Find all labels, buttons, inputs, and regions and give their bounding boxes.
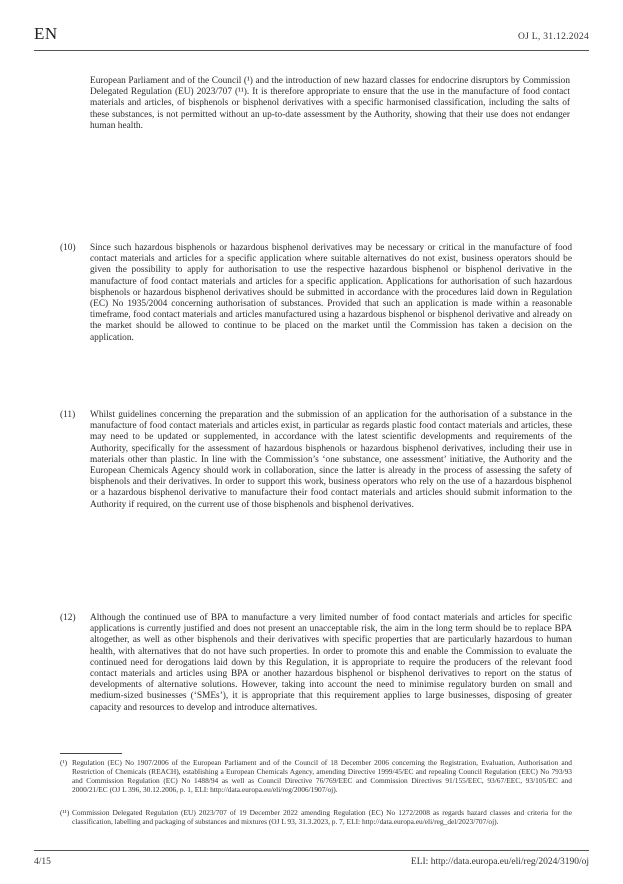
recital-number: (10): [60, 243, 76, 253]
journal-reference: OJ L, 31.12.2024: [517, 32, 589, 42]
recital-number: (12): [60, 613, 76, 623]
intro-paragraph: European Parliament and of the Council (¹) and the introduction of new hazard classes for endocrine disruptors by Commission Delegated Regulation (EU) 2023/707 (¹¹). It is therefore appropriate to ensure that the use in the manufacture of food contact materials and articles, of bisphenols or bisphenol derivatives with a specific harmonised classification, including the salts of these substances, is not permitted without an up-to-date assessment by the Authority, showing that their use does not endanger human health.: [90, 76, 570, 131]
footnote-text: Regulation (EC) No 1907/2006 of the European Parliament and of the Council of 18 December 2006 concerning the Registration, Evaluation, Authorisation and Restriction of Chemicals (REACH), establishing a European Chemicals Agency, amending Directive 1999/45/EC and repealing Council Regulation (EEC) No 793/93 and Commission Regulation (EC) No 1488/94 as well as Council Directive 76/769/EEC and Commission Directives 91/155/EEC, 93/67/EEC, 93/105/EC and 2000/21/EC (OJ L 396, 30.12.2006, p. 1, ELI: http://data.europa.eu/eli/reg/2006/1907/oj).: [72, 758, 572, 794]
language-code: EN: [34, 24, 58, 43]
footnote-mark: (¹¹): [60, 808, 70, 817]
header-divider: [34, 50, 589, 51]
footnote-text: Commission Delegated Regulation (EU) 2023/707 of 19 December 2022 amending Regulation (EC) No 1272/2008 as regards hazard classes and criteria for the classification, labelling and packaging of substances and mixtures (OJ L 93, 31.3.2023, p. 7, ELI: http://data.europa.eu/eli/reg_del/2023/707/oj).: [72, 808, 572, 826]
recital-text: Although the continued use of BPA to manufacture a very limited number of food contact materials and articles for specific applications is currently justified and does not present an unacceptable risk, the aim in the long term should be to replace BPA altogether, as well as other bisphenols and their derivatives with specific properties that are particularly hazardous to human health, with alternatives that do not have such properties. In order to promote this and enable the Commission to evaluate the continued need for derogations laid down by this Regulation, it is appropriate to require the producers of the relevant food contact materials and articles using BPA or another hazardous bisphenol or bisphenol derivatives to report on the status of developments of alternative solutions. However, taking into account the need to minimise regulatory burden on small and medium-sized businesses (‘SMEs’), it is appropriate that this requirement applies to large businesses, disposing of greater capacity and resources to develop and introduce alternatives.: [90, 613, 572, 713]
recital-text: Since such hazardous bisphenols or hazardous bisphenol derivatives may be necessary or critical in the manufacture of food contact materials and articles for a specific application where suitable alternatives do not exist, business operators should be given the possibility to apply for authorisation to use the respective hazardous bisphenol or bisphenol derivative in the manufacture of food contact materials and articles for a specific application. Applications for authorisation of such hazardous bisphenols or hazardous bisphenol derivatives should be submitted in accordance with the procedures laid down in Regulation (EC) No 1935/2004 concerning authorisation of substances. Provided that such an application is made within a reasonable timeframe, food contact materials and articles manufactured using a hazardous bisphenol or bisphenol derivative and already on the market should be allowed to continue to be placed on the market until the Commission has taken a decision on the application.: [90, 243, 572, 343]
page-number: 4/15: [34, 857, 51, 867]
footnote-divider: [60, 753, 122, 754]
footer-divider: [34, 850, 589, 851]
eli-link[interactable]: ELI: http://data.europa.eu/eli/reg/2024/3190/oj: [410, 857, 589, 867]
recital-number: (11): [60, 410, 76, 420]
footnote-mark: (¹): [60, 758, 68, 767]
recital-text: Whilst guidelines concerning the preparation and the submission of an application for the authorisation of a substance in the manufacture of food contact materials and articles exist, in particular as regards plastic food contact materials and articles, these may need to be updated or supplemented, in accordance with the latest scientific developments and requirements of the Authority, specifically for the assessment of hazardous bisphenols or hazardous bisphenol derivatives, including their use in materials other than plastic. In line with the Commission’s ‘one substance, one assessment’ initiative, the Authority and the European Chemicals Agency should work in collaboration, since the latter is already in the process of assessing the safety of bisphenols and their derivatives. In order to support this work, business operators who rely on the use of a hazardous bisphenol or a hazardous bisphenol derivative to manufacture their food contact materials and articles should submit information to the Authority if required, on the current use of those bisphenols and bisphenol derivatives.: [90, 410, 572, 510]
